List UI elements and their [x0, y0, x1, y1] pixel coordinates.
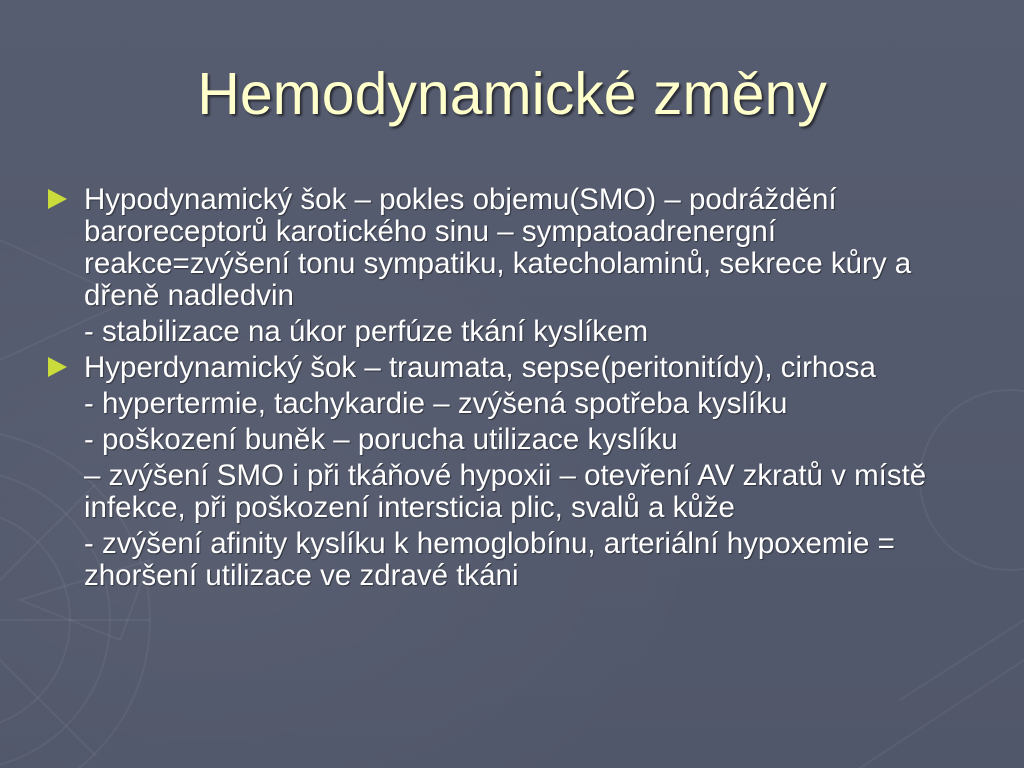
sub-item: – zvýšení SMO i při tkáňové hypoxii – otevření AV zkratů v místě infekce, při poškození intersticia plic, svalů a kůže [84, 459, 927, 524]
sub-item: - hypertermie, tachykardie – zvýšená spotřeba kyslíku [84, 387, 788, 420]
bullet-item [48, 184, 978, 312]
sub-item: - poškození buněk – porucha utilizace kyslíku [84, 423, 678, 456]
bullet-item [48, 352, 978, 384]
triangle-bullet-icon [48, 357, 67, 377]
triangle-bullet-icon [48, 189, 67, 209]
bullet-text: Hyperdynamický šok – traumata, sepse(peritonitídy), cirhosa [84, 351, 876, 384]
bullet-text: Hypodynamický šok – pokles objemu(SMO) – podráždění baroreceptorů karotického sinu – sympatoadrenergní reakce=zvýšení tonu sympatiku, katecholaminů, sekrece kůry a dřeně nadledvin [84, 183, 912, 312]
sub-item: - zvýšení afinity kyslíku k hemoglobínu, arteriální hypoxemie = zhoršení utilizace ve zdravé tkáni [84, 527, 895, 592]
sub-item: - stabilizace na úkor perfúze tkání kyslíkem [84, 315, 649, 348]
slide-title: Hemodynamické změny [197, 61, 827, 127]
slide-content [48, 184, 978, 596]
